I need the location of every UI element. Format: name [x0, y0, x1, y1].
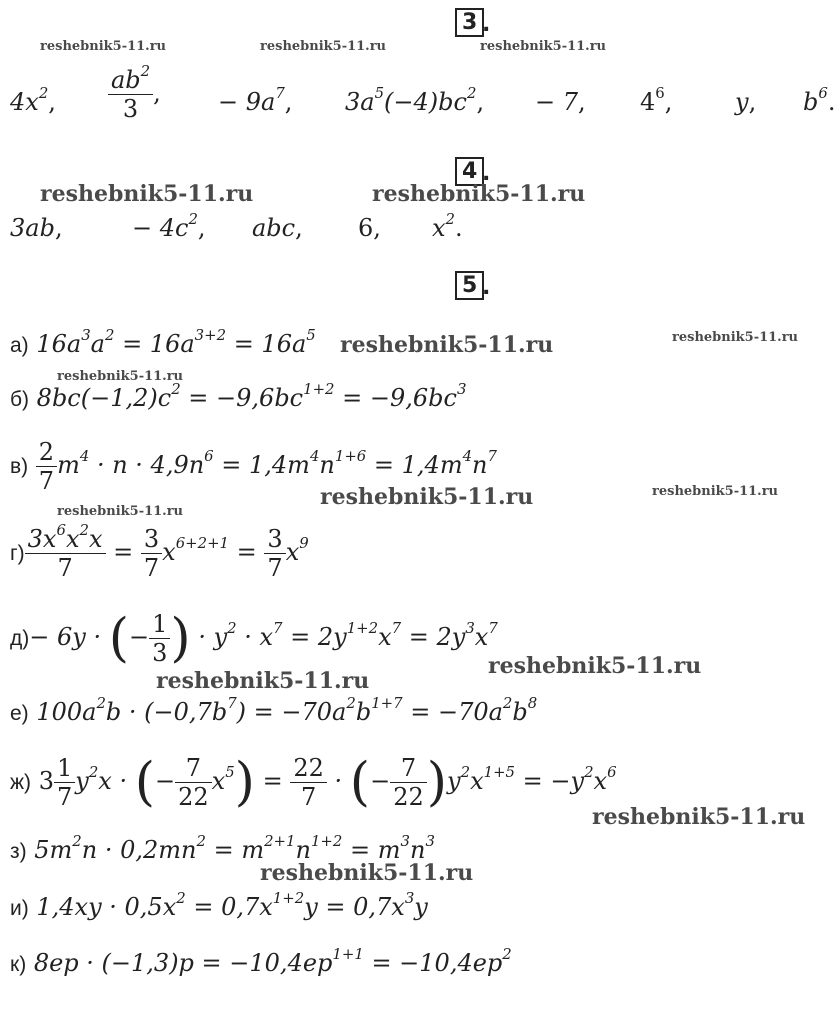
monomial-4-2: − $4c^2$, [132, 210, 206, 242]
solution-b: б) $8bc(-1,2)c^2 = -9,6bc^{1+2} = -9,6bc^3$ [10, 380, 467, 412]
watermark: reshebnik5-11.ru [672, 330, 799, 345]
section-5-dot: . [482, 275, 491, 300]
monomial-3-8: $b^6$. [803, 84, 836, 116]
monomial-3-5: − 7, [535, 88, 586, 116]
watermark: reshebnik5-11.ru [57, 369, 184, 384]
watermark: reshebnik5-11.ru [372, 181, 586, 207]
solution-a: а) $16a^3a^2 = 16a^{3+2} = 16a^5$ [10, 326, 316, 358]
monomial-4-3: abc, [252, 214, 303, 242]
watermark: reshebnik5-11.ru [480, 39, 607, 54]
watermark: reshebnik5-11.ru [652, 484, 779, 499]
monomial-3-2: $\frac{ab^2}{3}$ , [108, 68, 161, 121]
section-4-number: 4 [455, 157, 484, 186]
solution-k: к) $8ep \cdot (-1,3)p = -10,4ep^{1+1} = -10,4ep^2$ [10, 945, 512, 977]
section-4-dot: . [482, 161, 491, 186]
solution-z: з) $5m^2n \cdot 0,2mn^2 = m^{2+1}n^{1+2} = m^3n^3$ [10, 832, 435, 864]
monomial-3-4: $3a^5(-4)bc^2$, [345, 84, 485, 116]
monomial-3-1: $4x^2$, [10, 84, 56, 116]
section-3-number: 3 [455, 8, 484, 37]
solution-v: в) $\frac{2}{7}$ $m^4 \cdot n \cdot 4,9n^6 = 1,4m^4n^{1+6} = 1,4m^4n^7$ [10, 438, 497, 495]
solution-i: и) $1,4xy \cdot 0,5x^2 = 0,7x^{1+2}y = 0,7x^3y$ [10, 889, 428, 921]
watermark: reshebnik5-11.ru [488, 653, 702, 679]
solution-d: д)− 6y · (− $\frac{1}{3}$ ) · $y^2 \cdot x^7 = 2y^{1+2}x^7 = 2y^3x^7$ [10, 608, 498, 669]
watermark: reshebnik5-11.ru [260, 39, 387, 54]
section-3-dot: . [482, 12, 491, 37]
watermark: reshebnik5-11.ru [320, 484, 534, 510]
watermark: reshebnik5-11.ru [260, 860, 474, 886]
watermark: reshebnik5-11.ru [40, 39, 167, 54]
watermark: reshebnik5-11.ru [340, 332, 554, 358]
watermark: reshebnik5-11.ru [592, 804, 806, 830]
section-5-number: 5 [455, 271, 484, 300]
watermark: reshebnik5-11.ru [57, 504, 184, 519]
solution-g: г) $\frac{3x^6x^2x}{7}$ = $\frac{3}{7}$ $x^{6+2+1}$ = $\frac{3}{7}$ $x^9$ [10, 521, 309, 582]
monomial-4-4: 6, [358, 214, 381, 242]
monomial-3-7: y, [735, 88, 757, 116]
watermark: reshebnik5-11.ru [40, 181, 254, 207]
monomial-4-5: $x^2$. [432, 210, 463, 242]
solution-e: е) $100a^2b \cdot (-0,7b^7) = -70a^2b^{1+7} = -70a^2b^8$ [10, 694, 538, 726]
solution-zh: ж) 3 $\frac{1}{7}$ $y^2x$ · (− $\frac{7}{22}$ $x^5$) = $\frac{22}{7}$ · (− $\frac{7}{22}$ )$y^2x^{1+5} = -y^2x^6$ [10, 752, 617, 813]
monomial-4-1: 3ab, [10, 214, 63, 242]
monomial-3-3: − $9a^7$, [218, 84, 293, 116]
watermark: reshebnik5-11.ru [156, 668, 370, 694]
monomial-3-6: $4^6$, [640, 84, 673, 116]
